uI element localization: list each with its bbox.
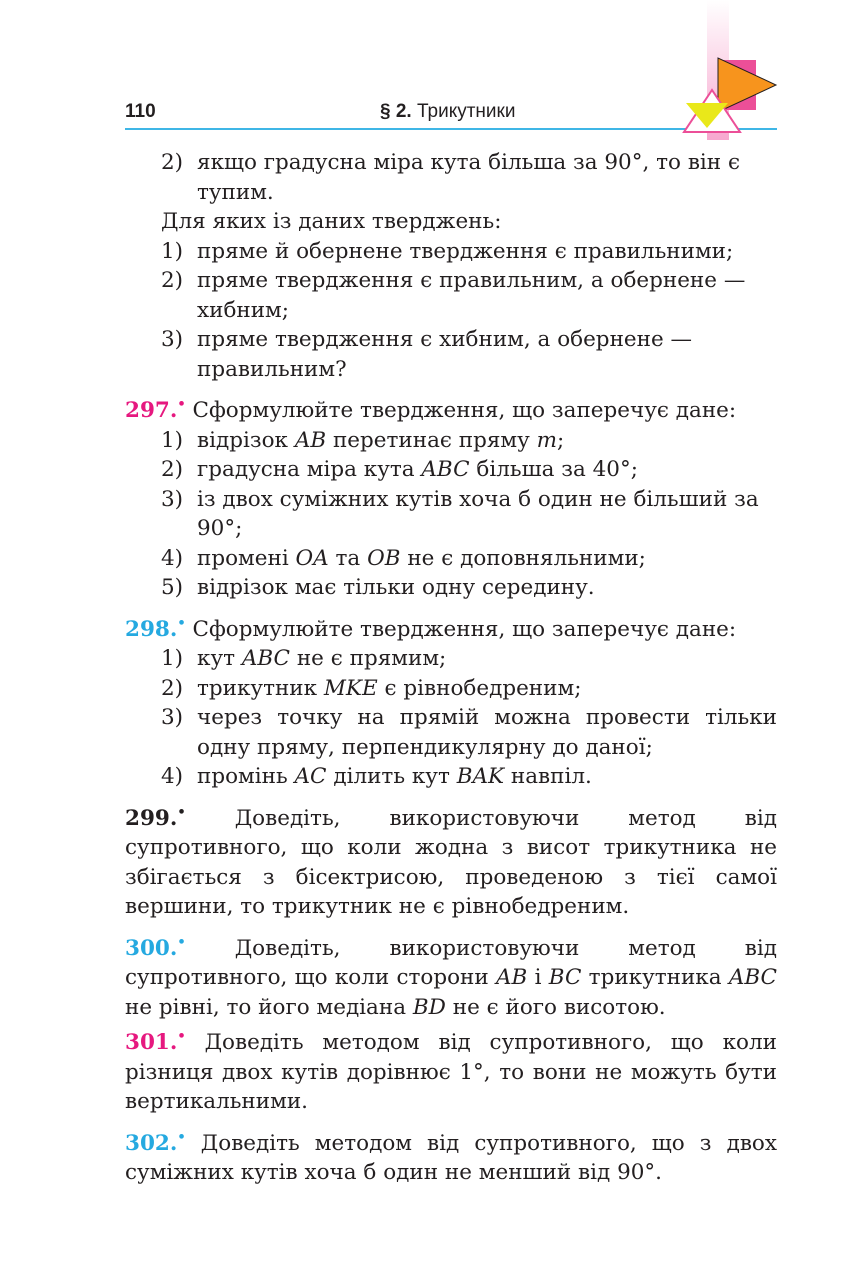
list-item: 2) градусна міра кута ABC більша за 40°; [161, 457, 638, 482]
list-item: 2) трикутник MKE є рівнобедреним; [161, 675, 582, 701]
problem-number: 302. [125, 1130, 178, 1156]
problem-number: 297. [125, 398, 178, 423]
list-item: 2) якщо градусна міра кута більша за 90°, то він є тупим. [161, 150, 741, 205]
list-item: 1) пряме й обернене твердження є правильними; [161, 238, 734, 264]
problem-298: 298.• Сформулюйте твердження, що заперечує дане: [125, 615, 737, 642]
list-item: 3) із двох суміжних кутів хоча б один не більший за 90°; [161, 486, 759, 541]
decorative-triangles-icon [680, 0, 790, 140]
list-item: 2) пряме твердження є правильним, а обернене — хибним; [161, 268, 746, 323]
list-item: 4) промінь AC ділить кут BAK навпіл. [161, 764, 592, 789]
list-item: 3) пряме твердження є хибним, а обернене — правильним? [161, 327, 693, 382]
problem-number: 301. [125, 1030, 178, 1055]
problem-299: 299.• Доведіть, використовуючи метод від супротивного, що коли жодна з висот трикутника не збігається з бісектрисою, проведеною з тієї самої вершини, то трикутник не є рівнобедреним. [125, 804, 777, 919]
problem-number: 298. [125, 616, 178, 642]
problem-302: 302.• Доведіть методом від супротивного, що з двох суміжних кутів хоча б один не менший від 90°. [125, 1129, 777, 1185]
section-title: Трикутники [416, 101, 516, 122]
problem-number: 300. [125, 935, 178, 961]
problem-number: 299. [125, 805, 178, 831]
problem-300: 300.• Доведіть, використовуючи метод від супротивного, що коли сторони AB і BC трикутника ABC не рівні, то його медіана BD не є його висотою. [125, 934, 778, 1020]
problem-297: 297.• Сформулюйте твердження, що заперечує дане: [125, 397, 737, 423]
list-item: 3) через точку на прямій можна провести тільки одну пряму, перпендикулярну до даної; [161, 705, 777, 760]
problem-301: 301.• Доведіть методом від супротивного, що коли різниця двох кутів дорівнює 1°, то вони не можуть бути вертикальними. [125, 1029, 777, 1114]
running-head [380, 101, 515, 123]
page-header [0, 0, 850, 140]
list-item: 1) кут ABC не є прямим; [161, 646, 447, 671]
list-item: 1) відрізок AB перетинає пряму m; [161, 427, 565, 453]
question-text: Для яких із даних тверджень: [161, 209, 502, 234]
list-item: 4) промені OA та OB не є доповняльними; [161, 545, 646, 571]
page-number: 110 [125, 101, 156, 122]
section-mark: § 2. [380, 101, 412, 122]
list-item: 5) відрізок має тільки одну середину. [161, 575, 595, 600]
page-content [125, 148, 777, 1188]
